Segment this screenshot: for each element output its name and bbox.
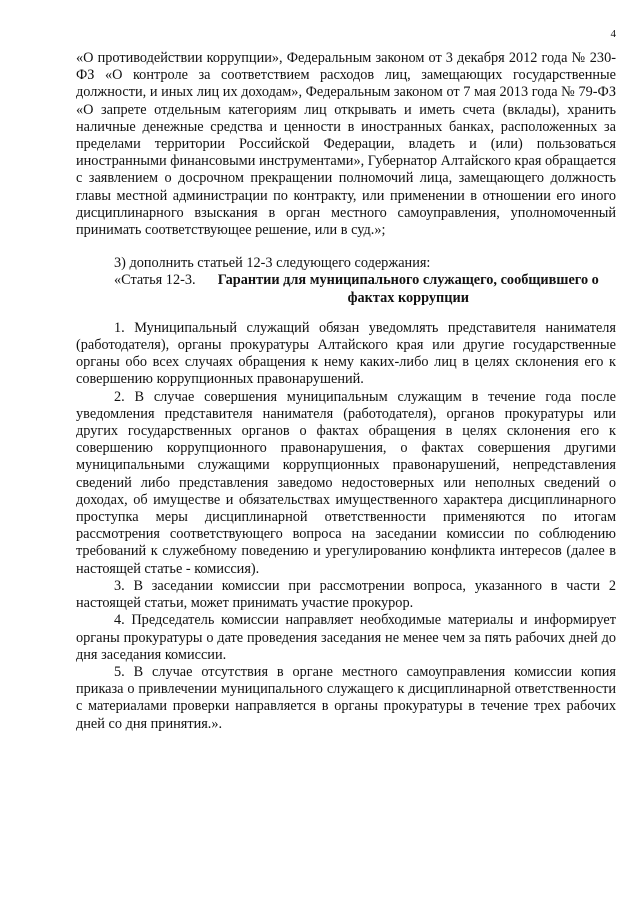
continuation-paragraph: «О противодействии коррупции», Федеральным законом от 3 декабря 2012 года № 230-ФЗ «О контроле за соответствием расходов лиц, замещающих государственные должности, и иных лиц их доходам», Федеральным законом от 7 мая 2013 года № 79-ФЗ «О запрете отдельным категориям лиц открывать и иметь счета (вклады), хранить наличные денежные средства и ценности в иностранных банках, расположенных за пределами территории Российской Федерации, владеть и (или) пользоваться иностранными финансовыми инструментами», Губернатор Алтайского края обращается с заявлением о досрочном прекращении полномочий лица, замещающего должность главы местной администрации по контракту, или применении в отношении его иного дисциплинарного взыскания в орган местного самоуправления, уполномоченный принимать соответствующее решение, или в суд.»; — [76, 50, 616, 239]
article-part-1: 1. Муниципальный служащий обязан уведомлять представителя нанимателя (работодателя), органы прокуратуры Алтайского края или другие государственные органы обо всех случаях обращения к нему каких-либо лиц в целях склонения его к совершению коррупционных правонарушений. — [76, 319, 616, 388]
article-heading — [76, 272, 616, 306]
amendment-item: 3) дополнить статьей 12-3 следующего содержания: — [114, 255, 431, 272]
page-number: 4 — [610, 28, 616, 40]
article-part-5: 5. В случае отсутствия в органе местного самоуправления комиссии копия приказа о привлечении муниципального служащего к дисциплинарной ответственности с материалами проверки направляется в органы прокуратуры в течение трех рабочих дней со дня принятия.». — [76, 663, 616, 732]
article-part-4: 4. Председатель комиссии направляет необходимые материалы и информирует органы прокуратуры о дате проведения заседания не менее чем за пять рабочих дней до дня заседания комиссии. — [76, 612, 616, 663]
document-body — [76, 50, 616, 733]
article-title: Гарантии для муниципального служащего, сообщившего о фактах коррупции — [217, 272, 599, 306]
article-part-2: 2. В случае совершения муниципальным служащим в течение года после уведомления представителя нанимателя (работодателя), органов прокуратуры или других государственных органов о фактах обращения в целях склонения его к совершению коррупционного правонарушения, о фактах совершения другими муниципальными служащими коррупционных правонарушений, непредставления сведений либо представления заведомо недостоверных или неполных сведений о доходах, об имуществе и обязательствах имущественного характера дисциплинарного проступка меры дисциплинарной ответственности применяются по итогам рассмотрения соответствующего вопроса на заседании комиссии по соблюдению требований к служебному поведению и урегулированию конфликта интересов (далее в настоящей статье - комиссия). — [76, 388, 616, 577]
article-part-3: 3. В заседании комиссии при рассмотрении вопроса, указанного в части 2 настоящей статьи, может принимать участие прокурор. — [76, 577, 616, 612]
article-label: «Статья 12-3. — [114, 272, 196, 289]
